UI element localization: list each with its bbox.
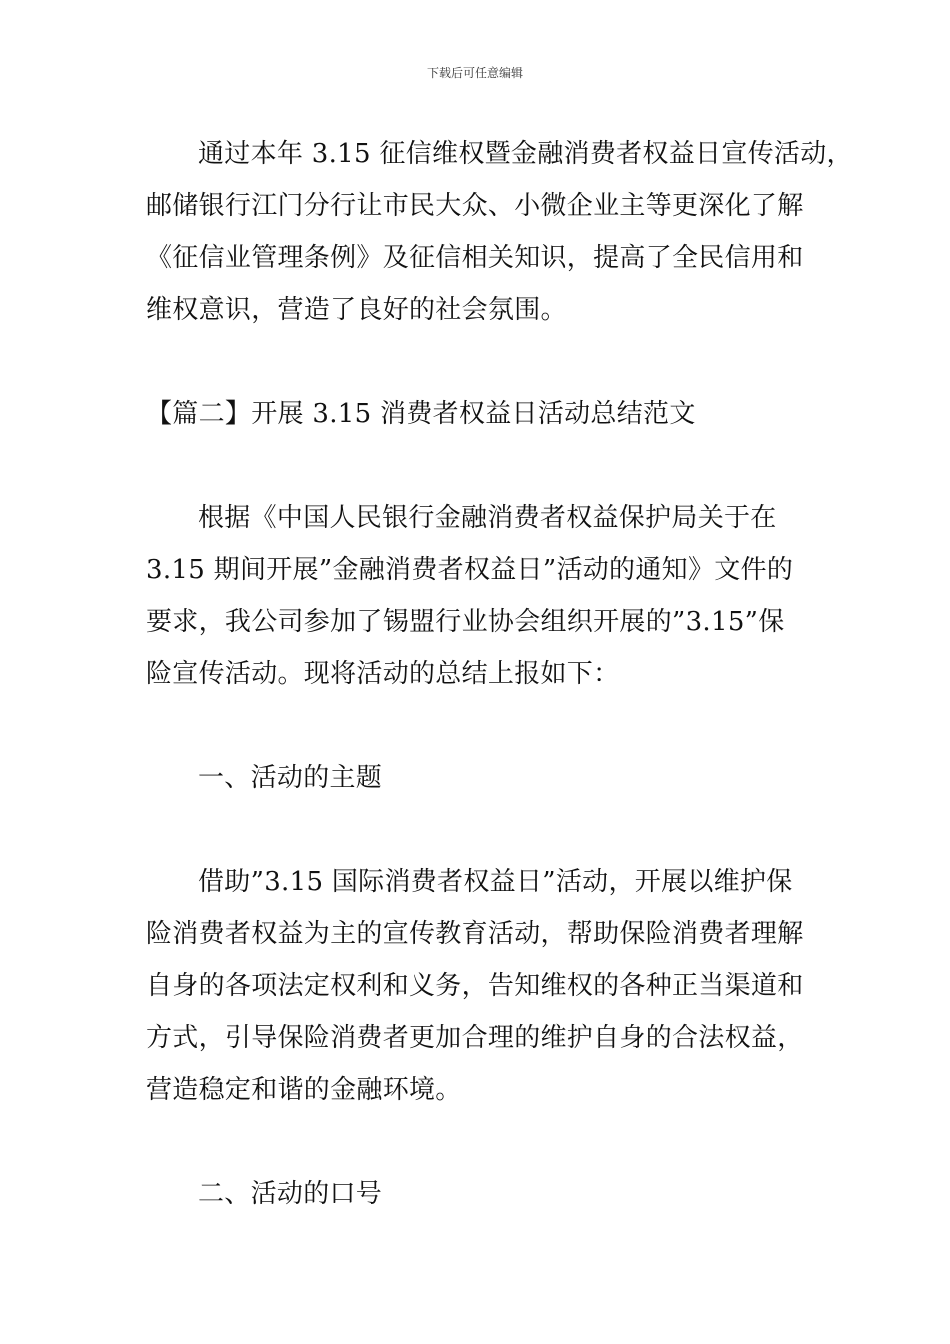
section-title: 【篇二】开展 3.15 消费者权益日活动总结范文 <box>146 399 696 429</box>
paragraph-1 <box>146 128 853 336</box>
spacer <box>146 1116 812 1168</box>
paragraph-2-line: 要求，我公司参加了锡盟行业协会组织开展的”3.15”保 <box>146 607 785 637</box>
heading-slogan: 二、活动的口号 <box>198 1179 383 1209</box>
paragraph-3-line: 险消费者权益为主的宣传教育活动，帮助保险消费者理解 <box>146 919 804 949</box>
paragraph-3-line: 自身的各项法定权利和义务，告知维权的各种正当渠道和 <box>146 971 804 1001</box>
heading-theme: 一、活动的主题 <box>198 763 383 793</box>
header-note: 下载后可任意编辑 <box>426 66 523 80</box>
paragraph-2-line: 3.15 期间开展”金融消费者权益日”活动的通知》文件的 <box>146 555 794 585</box>
paragraph-1-line: 《征信业管理条例》及征信相关知识，提高了全民信用和 <box>146 243 804 273</box>
paragraph-1-line: 邮储银行江门分行让市民大众、小微企业主等更深化了解 <box>146 191 804 221</box>
spacer <box>146 336 812 388</box>
spacer <box>146 804 812 856</box>
paragraph-2 <box>146 492 812 700</box>
paragraph-2-line: 根据《中国人民银行金融消费者权益保护局关于在 <box>198 503 777 533</box>
paragraph-3-line: 借助”3.15 国际消费者权益日”活动，开展以维护保 <box>198 867 793 897</box>
paragraph-3-line: 营造稳定和谐的金融环境。 <box>146 1075 462 1105</box>
paragraph-2-line: 险宣传活动。现将活动的总结上报如下： <box>146 659 620 689</box>
document-body <box>146 128 853 1220</box>
spacer <box>146 700 812 752</box>
paragraph-1-line: 通过本年 3.15 征信维权暨金融消费者权益日宣传活动， <box>198 139 853 169</box>
paragraph-1-line: 维权意识，营造了良好的社会氛围。 <box>146 295 567 325</box>
paragraph-3-line: 方式，引导保险消费者更加合理的维护自身的合法权益， <box>146 1023 804 1053</box>
spacer <box>146 440 812 492</box>
paragraph-3 <box>146 856 812 1116</box>
